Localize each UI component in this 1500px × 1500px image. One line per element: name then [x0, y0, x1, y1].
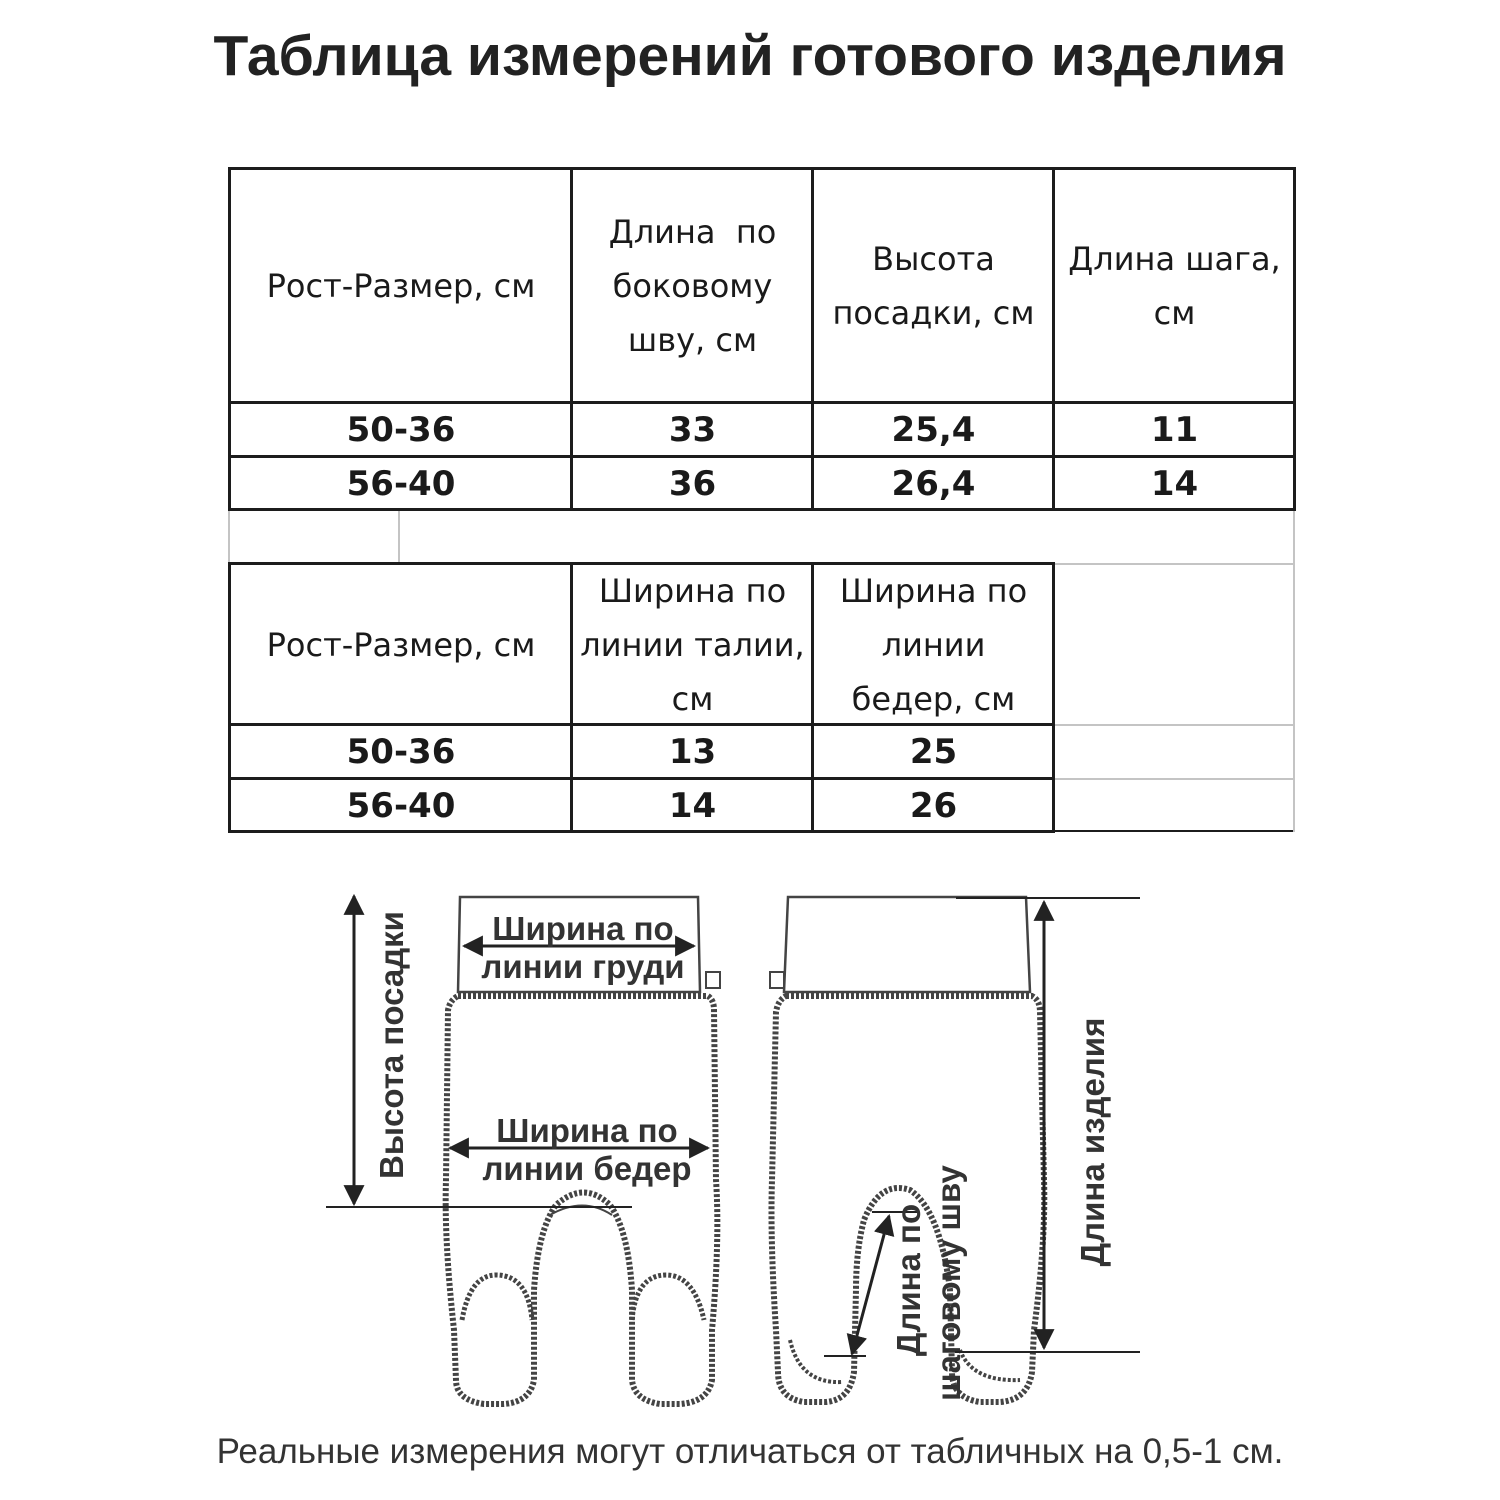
front-label-tag	[706, 972, 720, 988]
table2-row2-waist-width: 14	[668, 786, 717, 826]
table1-row2-inseam: 14	[1150, 464, 1199, 504]
page-title: Таблица измерений готового изделия	[213, 24, 1287, 88]
back-label-tag	[770, 972, 784, 988]
length-measure	[955, 898, 1140, 1352]
table1-row1-rise: 25,4	[891, 410, 976, 450]
table2-row1-waist-width: 13	[668, 732, 717, 772]
inseam-measure	[824, 1164, 967, 1400]
table2-row1-hip-width: 25	[909, 732, 958, 772]
table1-header-side-length: Длина по боковому шву, см	[608, 213, 777, 359]
table1-row2-side-length: 36	[668, 464, 717, 504]
table2-header-hip-width: Ширина по линии бедер, см	[839, 571, 1028, 718]
rise-label: Высота посадки	[373, 911, 410, 1179]
back-waistband	[784, 897, 1030, 992]
table2-row1-size: 50-36	[346, 732, 456, 772]
front-chest-label-line1: Ширина по	[492, 910, 674, 947]
table1-row2-rise: 26,4	[891, 464, 976, 504]
front-left-foot	[462, 1275, 532, 1320]
table2-header-size: Рост-Размер, см	[266, 625, 536, 664]
table1-header-rise: Высота посадки, см	[832, 240, 1035, 332]
table2-row2-hip-width: 26	[909, 786, 958, 826]
front-chest-measure	[464, 910, 694, 985]
table1-row1-side-length: 33	[668, 410, 717, 450]
front-hip-label-line1: Ширина по	[496, 1112, 678, 1149]
table2-row2-size: 56-40	[346, 786, 456, 826]
back-foot-inner	[790, 1340, 842, 1382]
inseam-label-line1: Длина по	[890, 1203, 927, 1357]
front-hip-measure	[450, 1112, 708, 1187]
back-foot-inner	[960, 1350, 1020, 1380]
table1-row1-size: 50-36	[346, 410, 456, 450]
front-body-outline	[446, 996, 718, 1404]
footer-note: Реальные измерения могут отличаться от табличных на 0,5-1 см.	[216, 1432, 1284, 1471]
table1-header-size: Рост-Размер, см	[266, 267, 536, 305]
front-hip-label-line2: линии бедер	[482, 1150, 692, 1187]
front-chest-label-line2: линии груди	[481, 948, 685, 985]
table1-row1-inseam: 11	[1150, 410, 1199, 450]
inseam-label-line2: шаговому шву	[930, 1165, 967, 1401]
front-right-foot	[632, 1275, 704, 1320]
table1-header-inseam: Длина шага, см	[1068, 240, 1281, 332]
table1-row2-size: 56-40	[346, 464, 456, 504]
length-label: Длина изделия	[1074, 1017, 1111, 1267]
table2-header-waist-width: Ширина по линии талии, см	[580, 571, 805, 718]
